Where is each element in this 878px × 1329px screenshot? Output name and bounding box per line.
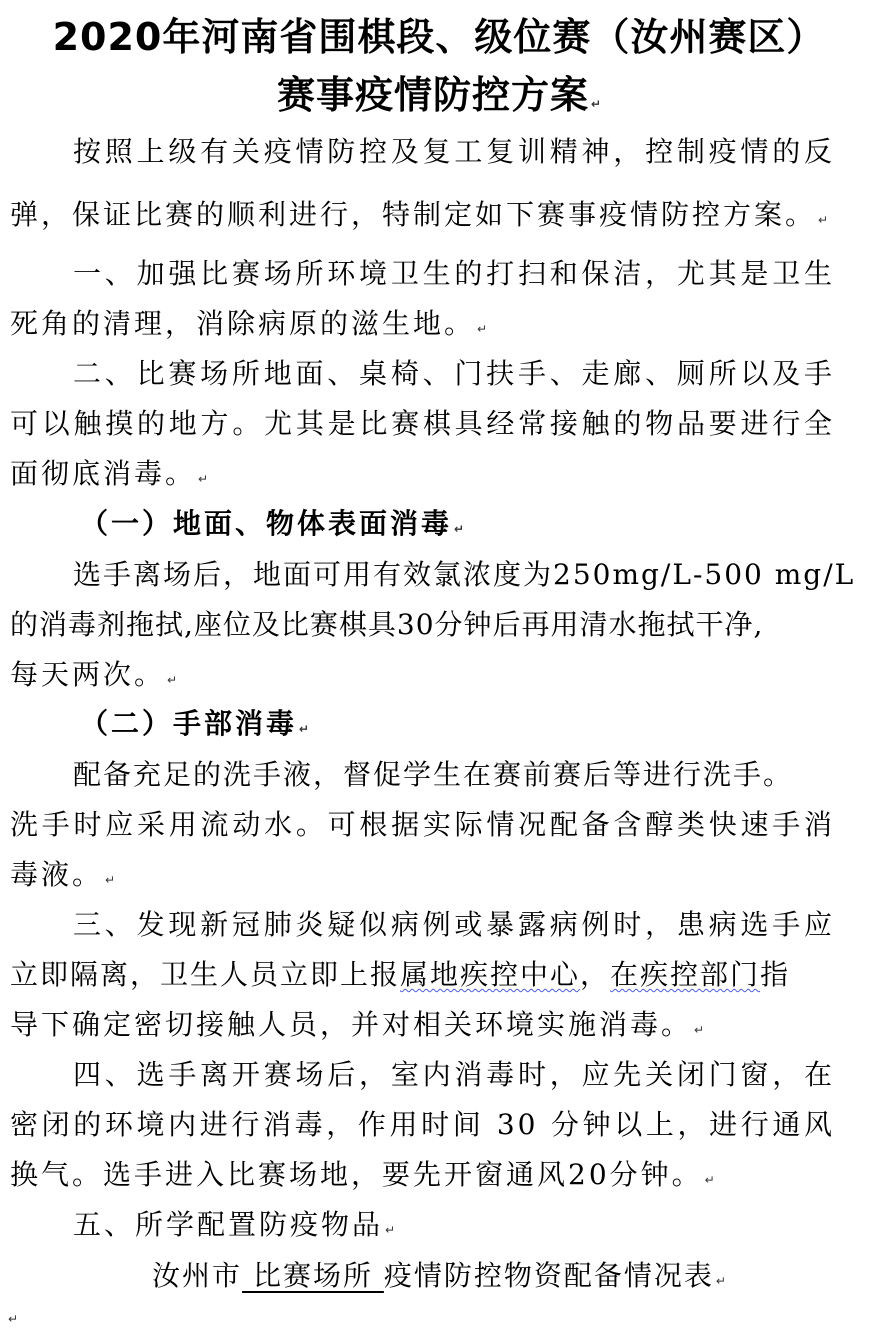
item3-line2: [10, 955, 790, 995]
paragraph-mark-icon: ↵: [8, 1312, 19, 1326]
sub1-line3: [10, 655, 177, 695]
item3-line1: 三、发现新冠肺炎疑似病例或暴露病例时，患病选手应: [73, 908, 835, 941]
item1-line2: [10, 304, 487, 344]
paragraph-mark-icon: ↵: [105, 873, 116, 887]
table-caption-prefix: 汝州市: [152, 1259, 243, 1292]
item2-line3: [10, 454, 208, 494]
item2-line2: 可以触摸的地方。尤其是比赛棋具经常接触的物品要进行全: [10, 407, 835, 440]
item3-line2-a: 立即隔离，卫生人员立即上报: [10, 958, 401, 991]
document-title-line1: 2020年河南省围棋段、级位赛（汝州赛区）: [52, 15, 826, 59]
item3-spellcheck-phrase2: 在疾控部门: [610, 958, 761, 991]
item4-line3: [10, 1155, 715, 1195]
intro-line2: [10, 195, 828, 235]
section-heading-surface-disinfection: [80, 504, 464, 544]
document-title-line2: [0, 64, 878, 119]
paragraph-mark-icon: ↵: [454, 522, 465, 536]
item4-line3-text: 换气。选手进入比赛场地，要先开窗通风20分钟。: [10, 1158, 703, 1191]
table-caption: [0, 1256, 878, 1296]
paragraph-mark-icon: ↵: [715, 1274, 726, 1288]
item3-line2-e: 指: [760, 958, 791, 991]
sub1-line3-text: 每天两次。: [10, 658, 166, 691]
item2-line3-text: 面彻底消毒。: [10, 457, 197, 490]
paragraph-mark-icon: ↵: [167, 673, 178, 687]
item1-line2-text: 死角的清理，消除病原的滋生地。: [10, 307, 476, 340]
section-heading-hand-disinfection: [80, 704, 309, 744]
intro-line2-text: 弹，保证比赛的顺利进行，特制定如下赛事疫情防控方案。: [10, 198, 817, 231]
paragraph-mark-icon: ↵: [299, 722, 310, 736]
sub2-line1: 配备充足的洗手液，督促学生在赛前赛后等进行洗手。: [73, 758, 794, 791]
sub2-line3: [10, 855, 115, 895]
paragraph-mark-icon: ↵: [477, 322, 488, 336]
sub2-heading-text: （二）手部消毒: [80, 707, 298, 740]
item3-line3-text: 导下确定密切接触人员，并对相关环境实施消毒。: [10, 1008, 693, 1041]
sub1-line1: 选手离场后，地面可用有效氯浓度为250mg/L-500 mg/L: [73, 558, 856, 591]
item5-text: 五、所学配置防疫物品: [73, 1208, 384, 1241]
item5-line: [73, 1205, 395, 1245]
paragraph-mark-icon: ↵: [694, 1023, 705, 1037]
paragraph-mark-icon: ↵: [590, 97, 602, 111]
item4-line1: 四、选手离开赛场后，室内消毒时，应先关闭门窗，在: [73, 1058, 835, 1091]
item3-spellcheck-phrase1: 属地疾控中心: [400, 958, 581, 991]
sub2-line2: 洗手时应采用流动水。可根据实际情况配备含醇类快速手消: [10, 808, 835, 841]
item2-line1: 二、比赛场所地面、桌椅、门扶手、走廊、厕所以及手: [73, 357, 835, 390]
item3-line3: [10, 1005, 704, 1045]
sub1-heading-text: （一）地面、物体表面消毒: [80, 507, 453, 540]
sub1-line2: 的消毒剂拖拭,座位及比赛棋具30分钟后再用清水拖拭干净,: [10, 608, 764, 641]
sub2-line3-text: 毒液。: [10, 858, 104, 891]
item4-line2: 密闭的环境内进行消毒，作用时间 30 分钟以上，进行通风: [10, 1108, 835, 1141]
title-line2-text: 赛事疫情防控方案: [276, 73, 589, 117]
intro-line1: 按照上级有关疫情防控及复工复训精神，控制疫情的反: [73, 135, 835, 168]
paragraph-mark-icon: ↵: [198, 472, 209, 486]
empty-paragraph: [6, 1304, 18, 1324]
table-caption-suffix: 疫情防控物资配备情况表: [383, 1259, 714, 1292]
paragraph-mark-icon: ↵: [818, 213, 829, 227]
item3-line2-c: ，: [580, 958, 611, 991]
paragraph-mark-icon: ↵: [385, 1223, 396, 1237]
item1-line1: 一、加强比赛场所环境卫生的打扫和保洁，尤其是卫生: [73, 257, 835, 290]
paragraph-mark-icon: ↵: [704, 1173, 715, 1187]
table-caption-venue: 比赛场所: [242, 1259, 384, 1292]
